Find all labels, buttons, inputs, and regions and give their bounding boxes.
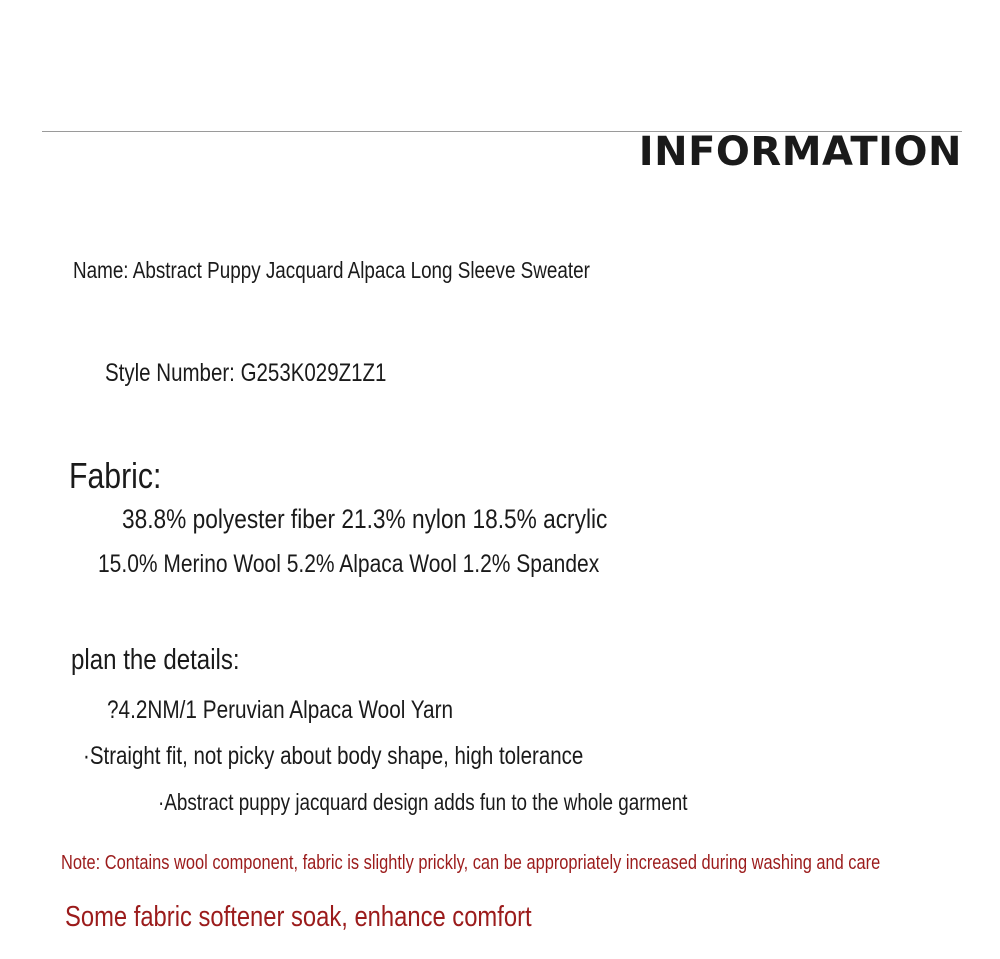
details-label: plan the details: [71,644,240,676]
care-note-line-2: Some fabric softener soak, enhance comfort [65,901,532,933]
detail-item-yarn: ?4.2NM/1 Peruvian Alpaca Wool Yarn [107,696,454,724]
fabric-composition-line-1: 38.8% polyester fiber 21.3% nylon 18.5% acrylic [122,504,608,534]
product-name: Name: Abstract Puppy Jacquard Alpaca Long Sleeve Sweater [73,257,590,283]
care-note-line-1: Note: Contains wool component, fabric is slightly prickly, can be appropriately increased during washing and care [61,852,881,874]
style-number: Style Number: G253K029Z1Z1 [105,359,387,387]
detail-item-fit: ·Straight fit, not picky about body shape, high tolerance [83,742,584,770]
fabric-composition-line-2: 15.0% Merino Wool 5.2% Alpaca Wool 1.2% Spandex [98,550,600,578]
detail-item-design: ·Abstract puppy jacquard design adds fun to the whole garment [158,789,688,815]
fabric-label: Fabric: [69,455,162,496]
section-heading: INFORMATION [638,129,962,175]
